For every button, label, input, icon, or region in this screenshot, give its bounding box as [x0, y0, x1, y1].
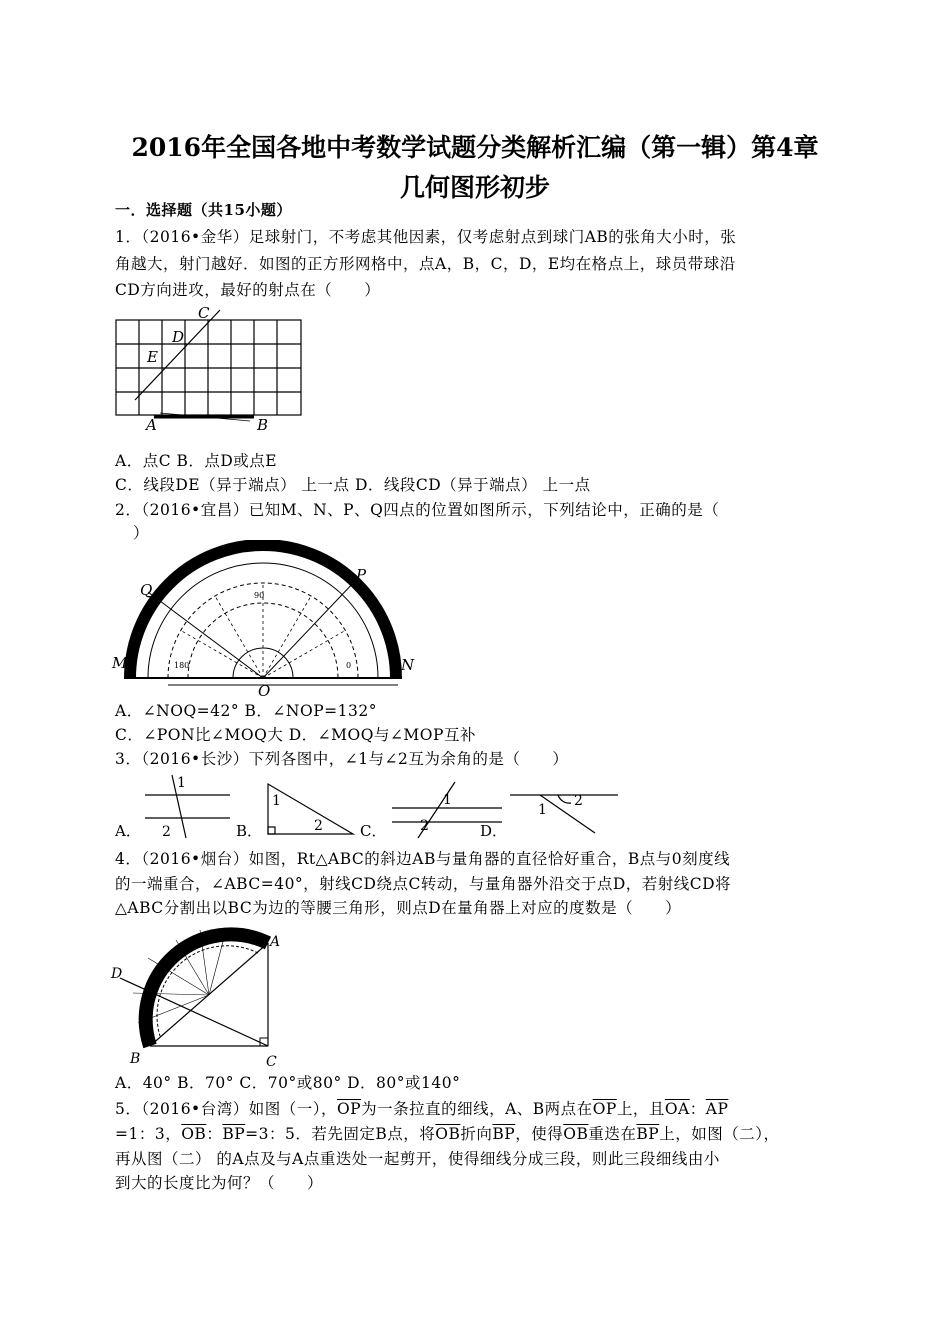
q3-text: 3．（2016•长沙）下列各图中，∠1与∠2互为余角的是（ ）: [115, 750, 569, 768]
q1-text-line1: 1．（2016•金华）足球射门，不考虑其他因素，仅考虑射点到球门AB的张角大小时，张: [115, 228, 737, 246]
q4-label-c: C: [266, 1054, 277, 1068]
q2-text-line2: ）: [133, 524, 150, 542]
q1-grid-figure: [110, 300, 310, 435]
q5-text-2b: ：: [206, 1125, 223, 1143]
q1-options-cd: C．线段DE（异于端点） 上一点 D．线段CD（异于端点） 上一点: [115, 476, 591, 494]
page-title-line2: 几何图形初步: [399, 173, 550, 202]
q3-a-angle-2: 2: [162, 824, 171, 840]
q5-seg-bp-2: $\overline{BP}$: [492, 1125, 516, 1143]
q5-text-line3: 再从图（二） 的A点及与A点重迭处一起剪开，使得细线分成三段，则此三段细线由小: [115, 1150, 720, 1168]
q5-text-2g: 上，如图（二），: [659, 1125, 780, 1143]
q2-tick-label-180: 180: [174, 661, 190, 670]
q5-text-2c: =3：5．若先固定B点，将: [245, 1125, 436, 1143]
q4-text-line3: △ABC分割出以BC为边的等腰三角形，则点D在量角器上对应的度数是（ ）: [115, 899, 682, 917]
q4-label-d: D: [111, 966, 123, 982]
q1-options-ab: A．点C B．点D或点E: [115, 452, 278, 470]
page-title-line1: 2016年全国各地中考数学试题分类解析汇编（第一辑）第4章: [131, 133, 819, 162]
q2-label-o: O: [258, 682, 271, 700]
q4-options: A．40° B．70° C．70°或80° D．80°或140°: [115, 1074, 461, 1092]
q4-protractor-figure: [108, 918, 288, 1068]
q5-seg-ob-3: $\overline{OB}$: [563, 1125, 589, 1143]
q5-seg-ob: $\overline{OB}$: [181, 1125, 207, 1143]
q3-option-a: A．: [115, 822, 141, 840]
q5-text-2e: ，使得: [515, 1125, 564, 1143]
q3-c-angle-1: 1: [443, 792, 452, 808]
q1-label-e: E: [147, 348, 158, 366]
q2-text-line1: 2．（2016•宜昌）已知M、N、P、Q四点的位置如图所示，下列结论中，正确的是（: [115, 501, 720, 519]
q3-d-angle-2: 2: [574, 793, 583, 809]
q3-figures: [110, 770, 630, 845]
q1-label-a: A: [146, 416, 157, 434]
q5-text-1a: 5．（2016•台湾）如图（一），: [115, 1100, 337, 1118]
q2-label-m: M: [112, 654, 128, 672]
q5-seg-oa: $\overline{OA}$: [664, 1100, 690, 1118]
q5-text-line2: [115, 1123, 779, 1145]
q3-b-angle-2: 2: [314, 818, 323, 834]
q5-seg-bp: $\overline{BP}$: [222, 1125, 246, 1143]
q5-seg-op: $\overline{OP}$: [336, 1100, 362, 1118]
q3-b-angle-1: 1: [272, 793, 281, 809]
q1-text-line2: 角越大，射门越好．如图的正方形网格中，点A，B，C，D，E均在格点上，球员带球沿: [115, 255, 736, 273]
q5-text-1c: 上，且: [616, 1100, 665, 1118]
q5-text-line4: 到大的长度比为何？（ ）: [115, 1174, 324, 1192]
q5-seg-ob-2: $\overline{OB}$: [435, 1125, 461, 1143]
q4-text-line2: 的一端重合，∠ABC=40°，射线CD绕点C转动，与量角器外沿交于点D，若射线CD将: [115, 875, 732, 893]
q2-tick-label-90: 90: [254, 591, 265, 600]
q3-option-b: B．: [236, 822, 263, 840]
section-heading: 一．选择题（共15小题）: [115, 201, 292, 219]
q2-options-ab: A．∠NOQ=42° B．∠NOP=132°: [115, 702, 377, 720]
q5-text-1d: ：: [689, 1100, 706, 1118]
q5-text-2a: =1：3，: [115, 1125, 182, 1143]
q5-seg-op-2: $\overline{OP}$: [592, 1100, 617, 1118]
q1-text-line3: CD方向进攻，最好的射点在（ ）: [115, 281, 381, 299]
q1-label-d: D: [172, 328, 185, 346]
q5-text-1b: 为一条拉直的细线，A、B两点在: [361, 1100, 593, 1118]
q5-seg-bp-3: $\overline{BP}$: [636, 1125, 660, 1143]
q3-option-d: D．: [480, 822, 508, 840]
q4-text-line1: 4．（2016•烟台）如图，Rt△ABC的斜边AB与量角器的直径恰好重合，B点与0刻度线: [115, 850, 731, 868]
q3-option-c: C．: [360, 822, 387, 840]
q1-label-c: C: [198, 304, 210, 322]
q2-label-p: P: [356, 566, 367, 584]
q3-d-angle-1: 1: [538, 802, 547, 818]
q4-label-a: A: [270, 934, 281, 950]
q2-label-n: N: [401, 656, 415, 674]
q2-label-q: Q: [140, 581, 153, 599]
q5-text-2f: 重迭在: [588, 1125, 637, 1143]
q5-seg-ap: $\overline{AP}$: [705, 1100, 729, 1118]
q5-text-line1: [115, 1098, 728, 1120]
q2-tick-label-0: 0: [346, 661, 352, 670]
q2-protractor-figure: [108, 540, 418, 700]
q3-a-angle-1: 1: [177, 775, 186, 791]
q3-c-angle-2: 2: [420, 818, 429, 834]
q1-label-b: B: [257, 416, 269, 434]
q4-label-b: B: [130, 1051, 141, 1067]
q2-options-cd: C．∠PON比∠MOQ大 D．∠MOQ与∠MOP互补: [115, 726, 476, 744]
q5-text-2d: 折向: [460, 1125, 493, 1143]
